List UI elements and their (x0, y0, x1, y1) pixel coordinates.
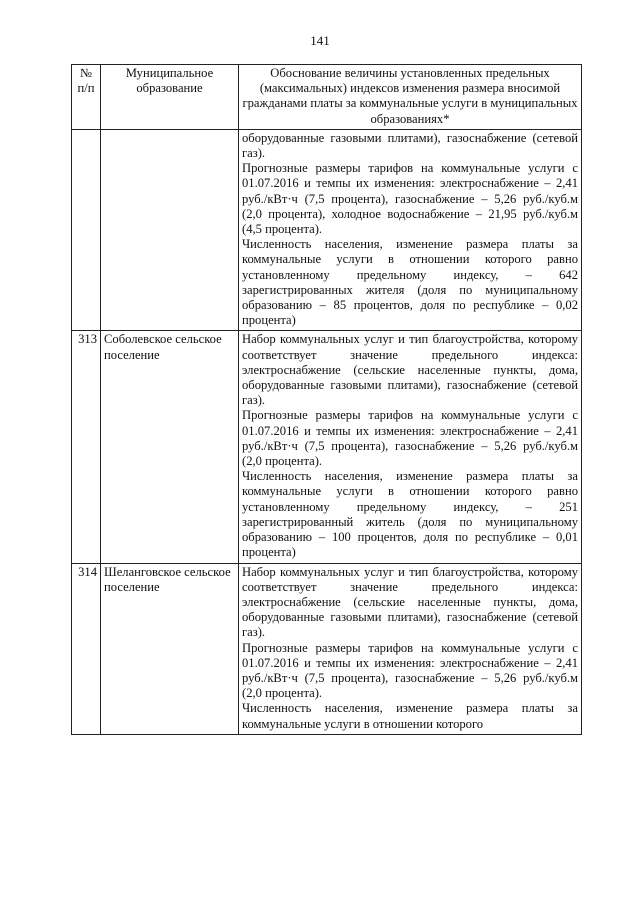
justification-paragraph: оборудованные газовыми плитами), газоснабжение (сетевой газ). (242, 130, 578, 161)
justification-paragraph: Набор коммунальных услуг и тип благоустройства, которому соответствует значение предельного индекса: электроснабжение (сельские населенные пункты, дома, оборудованные газовыми плитами), газоснабжение (сетевой газ). (242, 564, 578, 640)
header-justification: Обоснование величины установленных предельных (максимальных) индексов изменения размера вносимой гражданами платы за коммунальные услуги в муниципальных образованиях* (239, 65, 582, 130)
table-row-314 (72, 563, 582, 734)
justification-paragraph: Численность населения, изменение размера платы за коммунальные услуги в отношении которого равно установленному предельному индексу, – 251 зарегистрированный житель (доля по муниципальному образованию – 100 процентов, доля по республике – 0,01 процента) (242, 469, 578, 560)
page-number: 141 (310, 33, 330, 48)
row-justification (239, 331, 582, 563)
tariff-index-table (71, 64, 582, 735)
row-municipality (101, 129, 239, 331)
table-row-continuation (72, 129, 582, 331)
justification-paragraph: Прогнозные размеры тарифов на коммунальные услуги с 01.07.2016 и темпы их изменения: электроснабжение – 2,41 руб./кВт·ч (7,5 процента), газоснабжение – 5,26 руб./куб.м (2,0 процента). (242, 640, 578, 701)
header-municipality: Муниципальное образование (101, 65, 239, 130)
justification-paragraph: Прогнозные размеры тарифов на коммунальные услуги с 01.07.2016 и темпы их изменения: электроснабжение – 2,41 руб./кВт·ч (7,5 процента), газоснабжение – 5,26 руб./куб.м (2,0 процента), холодное водоснабжение – 21,95 руб./куб.м (4,5 процента). (242, 161, 578, 237)
row-municipality: Соболевское сельское поселение (101, 331, 239, 563)
justification-paragraph: Прогнозные размеры тарифов на коммунальные услуги с 01.07.2016 и темпы их изменения: электроснабжение – 2,41 руб./кВт·ч (7,5 процента), газоснабжение – 5,26 руб./куб.м (2,0 процента). (242, 408, 578, 469)
table-row-313 (72, 331, 582, 563)
justification-paragraph: Численность населения, изменение размера платы за коммунальные услуги в отношении которого равно установленному предельному индексу, – 642 зарегистрированных жителя (доля по муниципальному образованию – 85 процентов, доля по республике – 0,02 процента) (242, 237, 578, 328)
justification-paragraph: Численность населения, изменение размера платы за коммунальные услуги в отношении которого (242, 701, 578, 731)
table-header-row (72, 65, 582, 130)
row-number: 314 (72, 563, 101, 734)
row-number: 313 (72, 331, 101, 563)
row-municipality: Шеланговское сельское поселение (101, 563, 239, 734)
row-number (72, 129, 101, 331)
row-justification (239, 563, 582, 734)
justification-paragraph: Набор коммунальных услуг и тип благоустройства, которому соответствует значение предельного индекса: электроснабжение (сельские населенные пункты, дома, оборудованные газовыми плитами), газоснабжение (сетевой газ). (242, 332, 578, 408)
row-justification (239, 129, 582, 331)
header-number: № п/п (72, 65, 101, 130)
